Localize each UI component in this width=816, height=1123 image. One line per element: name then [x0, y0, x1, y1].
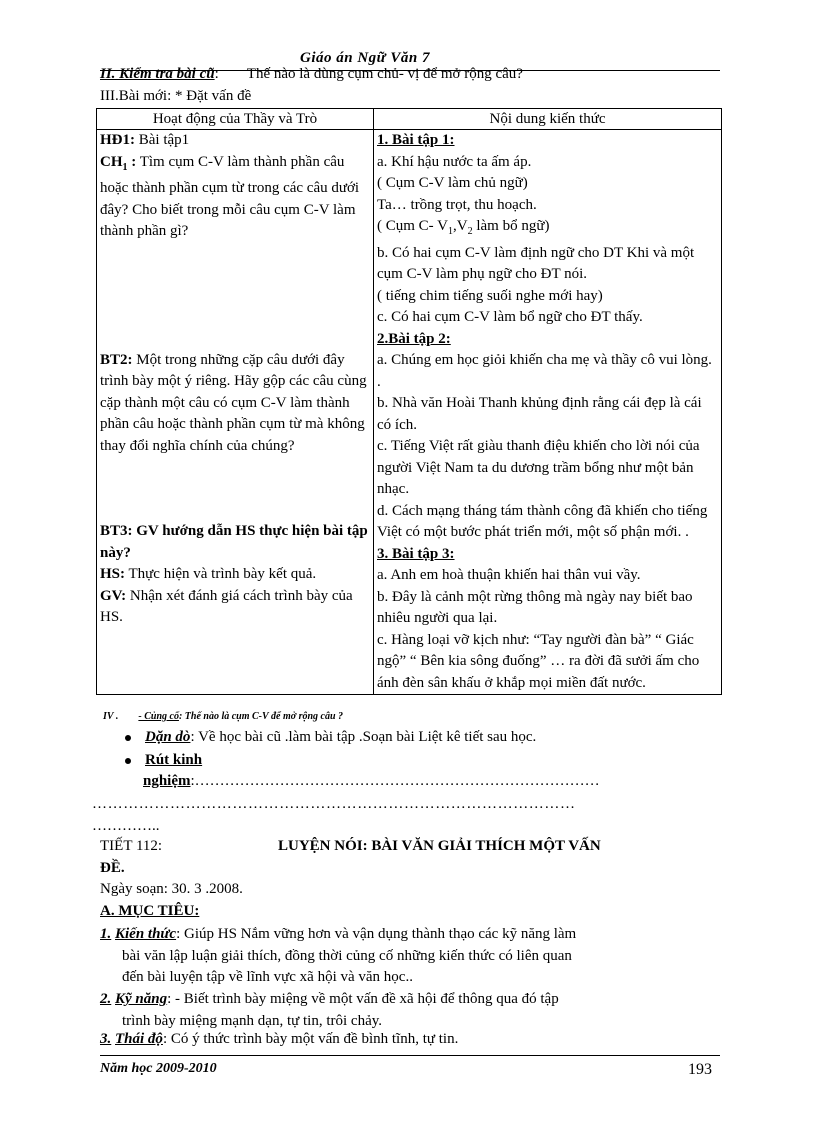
- ex2-b: b. Nhà văn Hoài Thanh khủng định rằng cái đẹp là cái có ích.: [377, 395, 702, 433]
- ex1-a-note: ( Cụm C-V làm chủ ngữ): [377, 175, 528, 191]
- ex3-b: b. Đây là cảnh một rừng thông mà ngày nay biết bao nhiêu người qua lại.: [377, 588, 693, 626]
- section-2-line: II. Kiểm tra bài cũ: Thế nào là dùng cụm chủ- vị để mở rộng câu?: [100, 66, 523, 82]
- lesson-title: LUYỆN NÓI: BÀI VĂN GIẢI THÍCH MỘT VẤN: [278, 838, 601, 854]
- hs-line: HS: Thực hiện và trình bày kết quả.: [100, 566, 317, 582]
- ex1-ta-note: ( Cụm C- $V_1,V_2$ làm bổ ngữ): [377, 218, 550, 237]
- section-2-label: II. Kiểm tra bài cũ: [100, 66, 215, 82]
- ex3-a: a. Anh em hoà thuận khiến hai thân vui vầy.: [377, 567, 641, 583]
- lesson-table: [96, 108, 722, 695]
- page-header-title: Giáo án Ngữ Văn 7: [300, 50, 431, 66]
- lesson-title-cont: ĐỀ.: [100, 860, 125, 876]
- section-2-question: Thế nào là dùng cụm chủ- vị để mở rộng câu?: [246, 66, 523, 82]
- bt3-instruction: BT3: GV hướng dẫn HS thực hiện bài tập này?: [100, 523, 368, 561]
- ex1-c: c. Có hai cụm C-V làm bổ ngữ cho ĐT thấy.: [377, 309, 643, 325]
- objective-skills: 2. Kỹ năng: - Biết trình bày miệng về một vấn đề xã hội để thông qua đó tập trình bày miệng mạnh dạn, tự tin, trôi chảy.: [100, 991, 559, 1029]
- bullet-icon: [125, 758, 131, 764]
- spacer: [100, 457, 370, 521]
- ex3-c: c. Hàng loại vỡ kịch như: “Tay người đàn bà” “ Giác ngộ” “ Bên kia sông đuống” … ra đời đã sưởi ấm cho ánh đèn sân khấu ở khắp mọi miền đất nước.: [377, 631, 700, 691]
- spacer: [100, 243, 370, 350]
- content-cell: [374, 130, 722, 695]
- objective-knowledge: 1. Kiến thức: Giúp HS Nắm vững hơn và vận dụng thành thạo các kỹ năng làm bài văn lập luận giải thích, đồng thời củng cố những kiến thức có liên quan đến bài luyện tập về lĩnh vực xã hội và văn học..: [100, 926, 577, 985]
- footer-rule: [100, 1055, 720, 1056]
- ex2-d: d. Cách mạng tháng tám thành công đã khiến cho tiếng Việt có một bước phát triển mới, một số phận mới. .: [377, 502, 708, 540]
- table-head-right: Nội dung kiến thức: [374, 109, 722, 130]
- rut-kinh-line-2: nghiệm:………………………………………………………………………: [143, 773, 600, 789]
- exercise-1-heading: 1. Bài tập 1:: [377, 132, 455, 148]
- bt2-question: BT2: Một trong những cặp câu dưới đây trình bày một ý riêng. Hãy gộp các câu cùng cặp thành một câu có cụm C-V làm thành phần câu hoặc thành phần cụm từ mà không thay đổi nghĩa chính của chúng?: [100, 351, 367, 454]
- ex2-a: a. Chúng em học giỏi khiến cha mẹ và thầy cô vui lòng.: [377, 352, 712, 368]
- objective-attitude: 3. Thái độ: Có ý thức trình bày một vấn đề bình tĩnh, tự tin.: [100, 1031, 459, 1047]
- objectives-heading: A. MỤC TIÊU:: [100, 903, 200, 919]
- activity-cell: [97, 130, 374, 695]
- dan-do-line: Dặn dò: Về học bài cũ .làm bài tập .Soạn bài Liệt kê tiết sau học.: [125, 729, 536, 746]
- exercise-2-heading: 2.Bài tập 2:: [377, 330, 451, 347]
- ex2-dot: .: [377, 373, 381, 390]
- ex2-c: c. Tiếng Việt rất giàu thanh điệu khiến cho lời nói của người Việt Nam ta du dương trầm bổng như một bản nhạc.: [377, 438, 700, 497]
- table-head-left: Hoạt động của Thầy và Trò: [97, 109, 374, 130]
- exercise-3-heading: 3. Bài tập 3:: [377, 545, 455, 562]
- page-number: 193: [688, 1061, 712, 1078]
- hd1-line: HĐ1: Bài tập1: [100, 132, 190, 148]
- footer-school-year: Năm học 2009-2010: [100, 1061, 217, 1076]
- lesson-number: TIẾT 112:: [100, 838, 163, 854]
- prep-date: Ngày soạn: 30. 3 .2008.: [100, 881, 243, 897]
- section-3-line: III.Bài mới: * Đặt vấn đề: [100, 88, 252, 104]
- section-4-line: IV . - Củng cố: Thế nào là cụm C-V để mở rộng câu ?: [103, 711, 344, 722]
- dotted-line-short: …………..: [92, 818, 160, 834]
- ex1-ta: Ta… trồng trọt, thu hoạch.: [377, 196, 537, 213]
- dotted-line: …………………………………………………………………………………: [92, 796, 576, 812]
- gv-line: GV: Nhận xét đánh giá cách trình bày của HS.: [100, 587, 353, 625]
- header-rule: [100, 70, 720, 71]
- rut-kinh-line: Rút kinh: [125, 752, 202, 769]
- bullet-icon: [125, 735, 131, 741]
- ex1-b-note: ( tiếng chim tiếng suối nghe mới hay): [377, 287, 603, 304]
- ex1-b: b. Có hai cụm C-V làm định ngữ cho DT Khi và một cụm C-V làm phụ ngữ cho ĐT nói.: [377, 244, 695, 282]
- ch1-question: $CH_1$ : Tìm cụm C-V làm thành phần câu hoặc thành phần cụm từ trong các câu dưới đây? Cho biết trong mỗi câu cụm C-V làm thành phần gì?: [100, 153, 360, 239]
- ex1-a: a. Khí hậu nước ta ấm áp.: [377, 153, 532, 170]
